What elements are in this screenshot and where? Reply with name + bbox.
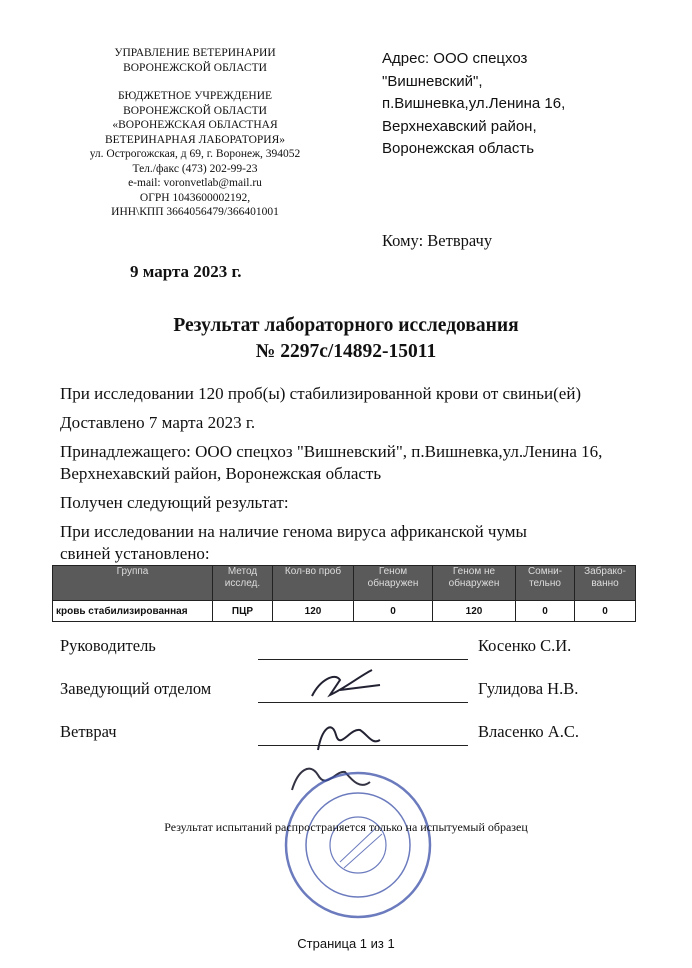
header-line: e-mail: voronvetlab@mail.ru — [128, 177, 262, 189]
issue-date: 9 марта 2023 г. — [130, 262, 242, 281]
header-line: ИНН\КПП 3664056479/366401001 — [111, 206, 279, 218]
results-table — [52, 565, 636, 622]
signature-role: Заведующий отделом — [60, 679, 212, 698]
column-header: Геном не обнаружен — [433, 566, 516, 601]
address-line: Верхнехавский район, — [382, 117, 537, 135]
table-cell: 0 — [354, 601, 433, 622]
signature-line — [258, 659, 468, 660]
column-header: Метод исслед. — [213, 566, 273, 601]
column-header: Группа — [53, 566, 213, 601]
signature-name: Косенко С.И. — [478, 636, 572, 655]
signature-role: Ветврач — [60, 722, 117, 741]
header-line: ОГРН 1043600002192, — [139, 191, 251, 204]
result-statement: При исследовании на наличие генома вируса африканской чумы свиней установлено: — [60, 522, 527, 563]
header-line: «ВОРОНЕЖСКАЯ ОБЛАСТНАЯ — [112, 119, 278, 131]
page-number: Страница 1 из 1 — [297, 936, 395, 951]
header-line: УПРАВЛЕНИЕ ВЕТЕРИНАРИИ — [114, 47, 276, 59]
table-cell: 120 — [433, 601, 516, 622]
document-number: № 2297с/14892-15011 — [255, 341, 437, 362]
header-line: ВОРОНЕЖСКОЙ ОБЛАСТИ — [123, 61, 267, 74]
owner-info: Принадлежащего: ООО спецхоз "Вишневский", п.Вишневка,ул.Ленина 16, Верхнехавский район, Воронежская область — [60, 442, 603, 483]
signature-name: Власенко А.С. — [478, 722, 579, 741]
sample-info: При исследовании 120 проб(ы) стабилизированной крови от свиньи(ей) — [60, 384, 582, 403]
header-line: Тел./факс (473) 202-99-23 — [132, 162, 258, 175]
document-title — [0, 313, 692, 365]
signature-row — [60, 679, 642, 722]
column-header: Геном обнаружен — [354, 566, 433, 601]
column-header: Сомни-тельно — [516, 566, 575, 601]
signature-row — [60, 636, 642, 679]
column-header: Кол-во проб — [273, 566, 354, 601]
table-cell: ПЦР — [213, 601, 273, 622]
document-body — [52, 383, 642, 765]
spacer — [60, 75, 330, 89]
result-intro: Получен следующий результат: — [60, 493, 289, 512]
signature-3 — [292, 769, 370, 790]
lab-header — [60, 46, 330, 220]
signature-role: Руководитель — [60, 636, 156, 655]
footer-note: Результат испытаний распространяется только на испытуемый образец — [164, 820, 528, 834]
address-line: п.Вишневка,ул.Ленина 16, — [382, 95, 566, 112]
header-line: ул. Острогожская, д 69, г. Воронеж, 394052 — [89, 148, 301, 160]
table-cell: 120 — [273, 601, 354, 622]
header-line: БЮДЖЕТНОЕ УЧРЕЖДЕНИЕ — [117, 90, 273, 102]
table-cell: кровь стабилизированная — [53, 601, 213, 622]
address-line: "Вишневский", — [382, 72, 483, 90]
table-cell: 0 — [516, 601, 575, 622]
header-line: ВЕТЕРИНАРНАЯ ЛАБОРАТОРИЯ» — [104, 133, 286, 146]
recipient-address — [382, 48, 565, 161]
delivery-date: Доставлено 7 марта 2023 г. — [60, 413, 256, 432]
column-header: Забрако-ванно — [575, 566, 636, 601]
address-line: Адрес: ООО спецхоз — [382, 50, 528, 67]
title-line: Результат лабораторного исследования — [173, 315, 519, 336]
signature-row — [60, 722, 642, 765]
signature-line — [258, 702, 468, 703]
signature-name: Гулидова Н.В. — [478, 679, 579, 698]
signature-line — [258, 745, 468, 746]
spacer — [52, 622, 642, 636]
recipient: Кому: Ветврачу — [382, 231, 493, 250]
header-line: ВОРОНЕЖСКОЙ ОБЛАСТИ — [123, 104, 267, 117]
stamp — [286, 773, 430, 917]
address-line: Воронежская область — [382, 140, 535, 157]
table-row — [53, 601, 636, 622]
table-header-row — [53, 566, 636, 601]
table-cell: 0 — [575, 601, 636, 622]
